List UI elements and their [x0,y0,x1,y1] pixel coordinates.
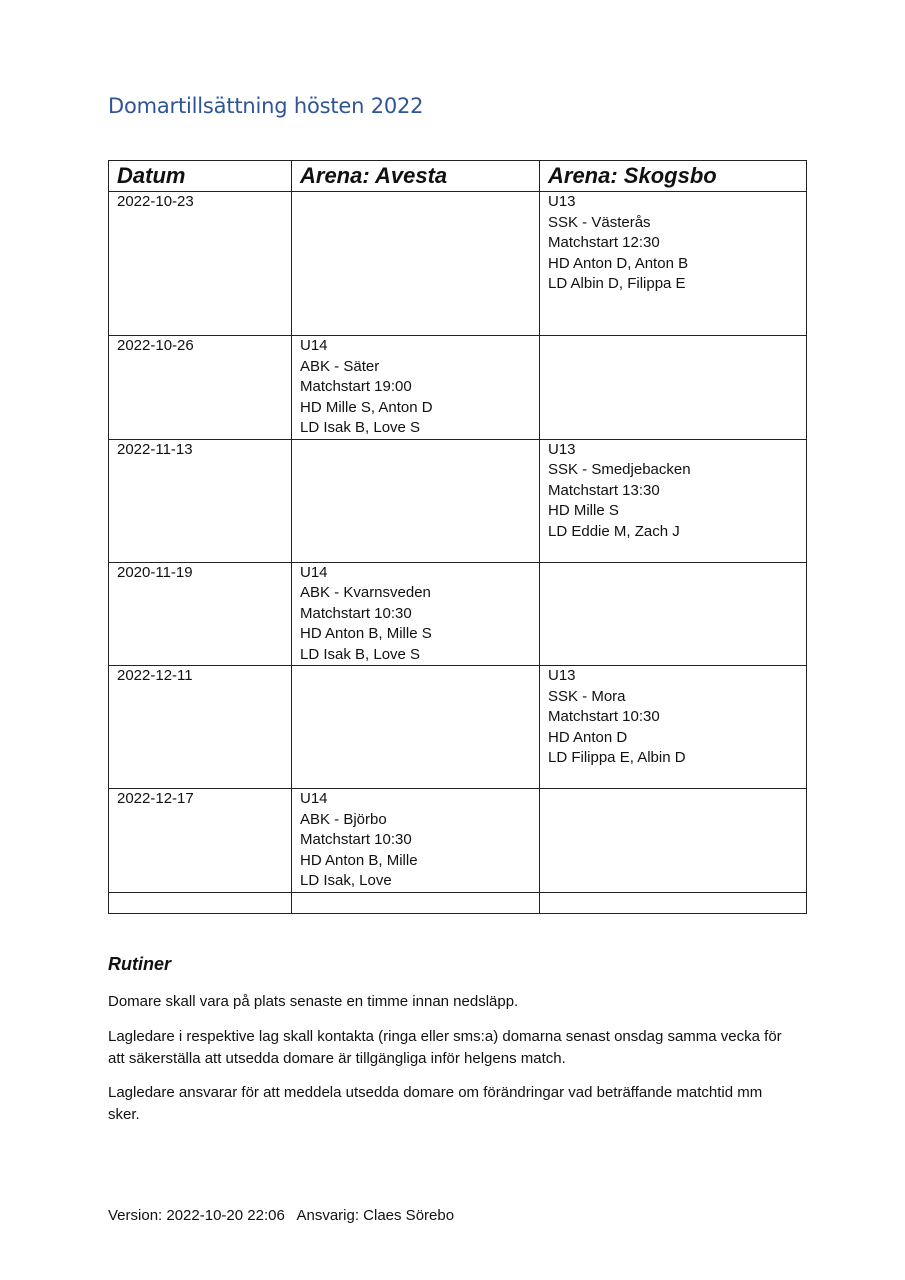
match-info-line: Matchstart 10:30 [300,831,412,848]
match-info-line: U14 [300,337,328,354]
table-row [109,666,807,789]
skogsbo-cell [540,439,807,562]
match-info-line: SSK - Smedjebacken [548,461,691,478]
match-info-line: U13 [548,667,576,684]
table-row [109,192,807,336]
match-info-line: SSK - Mora [548,687,626,705]
skogsbo-cell [540,666,807,789]
match-info-line: LD Isak, Love [300,872,392,889]
match-info-line: ABK - Säter [300,357,380,375]
avesta-cell [292,192,540,336]
match-info-line: Matchstart 19:00 [300,378,412,395]
date-cell: 2020-11-19 [109,562,292,666]
match-info-line: U13 [548,193,576,210]
match-info-line: ABK - Björbo [300,810,387,828]
avesta-cell [292,439,540,562]
avesta-cell [292,562,540,666]
table-row [109,892,807,913]
avesta-cell [292,336,540,440]
match-info-line: HD Anton D, Anton B [548,254,689,272]
match-info-line: HD Mille S [548,502,619,519]
match-info-line: Matchstart 10:30 [548,708,660,725]
rutiner-paragraph: Lagledare i respektive lag skall kontakta (ringa eller sms:a) domarna senast onsdag samma vecka för att säkerställa att utsedda domare är tillgängliga inför helgens match. [108,1028,782,1067]
skogsbo-cell [540,562,807,666]
page-title: Domartillsättning hösten 2022 [108,94,424,118]
skogsbo-cell [540,789,807,893]
match-info-line: HD Anton B, Mille [300,851,418,869]
date-cell: 2022-12-11 [109,666,292,789]
match-info-line: LD Filippa E, Albin D [548,749,686,766]
avesta-cell [292,892,540,913]
header-arena-avesta: Arena: Avesta [292,161,540,192]
table-row [109,562,807,666]
match-info-line: LD Isak B, Love S [300,645,421,663]
date-cell: 2022-11-13 [109,439,292,562]
date-cell [109,892,292,913]
schedule-table [108,160,807,914]
rutiner-paragraph: Lagledare ansvarar för att meddela utsedda domare om förändringar vad beträffande matchtid mm sker. [108,1084,763,1123]
match-info-line: Matchstart 12:30 [548,234,660,251]
table-row [109,789,807,893]
version-footer: Version: 2022-10-20 22:06 Ansvarig: Claes Sörebo [108,1207,455,1224]
rutiner-heading: Rutiner [108,954,171,974]
match-info-line: HD Mille S, Anton D [300,398,433,416]
match-info-line: HD Anton B, Mille S [300,625,432,642]
avesta-cell [292,666,540,789]
skogsbo-cell [540,892,807,913]
date-cell: 2022-10-23 [109,192,292,336]
table-row [109,439,807,562]
date-cell: 2022-12-17 [109,789,292,893]
skogsbo-cell [540,192,807,336]
match-info-line: SSK - Västerås [548,213,651,231]
match-info-line: Matchstart 13:30 [548,481,660,499]
table-row [109,336,807,440]
rutiner-paragraph: Domare skall vara på plats senaste en timme innan nedsläpp. [108,993,519,1010]
match-info-line: ABK - Kvarnsveden [300,584,431,601]
match-info-line: LD Isak B, Love S [300,419,421,436]
date-cell: 2022-10-26 [109,336,292,440]
match-info-line: Matchstart 10:30 [300,604,412,622]
match-info-line: LD Albin D, Filippa E [548,275,686,292]
match-info-line: U14 [300,563,328,581]
match-info-line: U14 [300,790,328,807]
match-info-line: LD Eddie M, Zach J [548,522,680,540]
skogsbo-cell [540,336,807,440]
match-info-line: U13 [548,440,576,458]
header-datum: Datum [109,161,292,192]
match-info-line: HD Anton D [548,728,628,746]
avesta-cell [292,789,540,893]
header-arena-skogsbo: Arena: Skogsbo [540,161,807,192]
table-header-row [109,161,807,192]
